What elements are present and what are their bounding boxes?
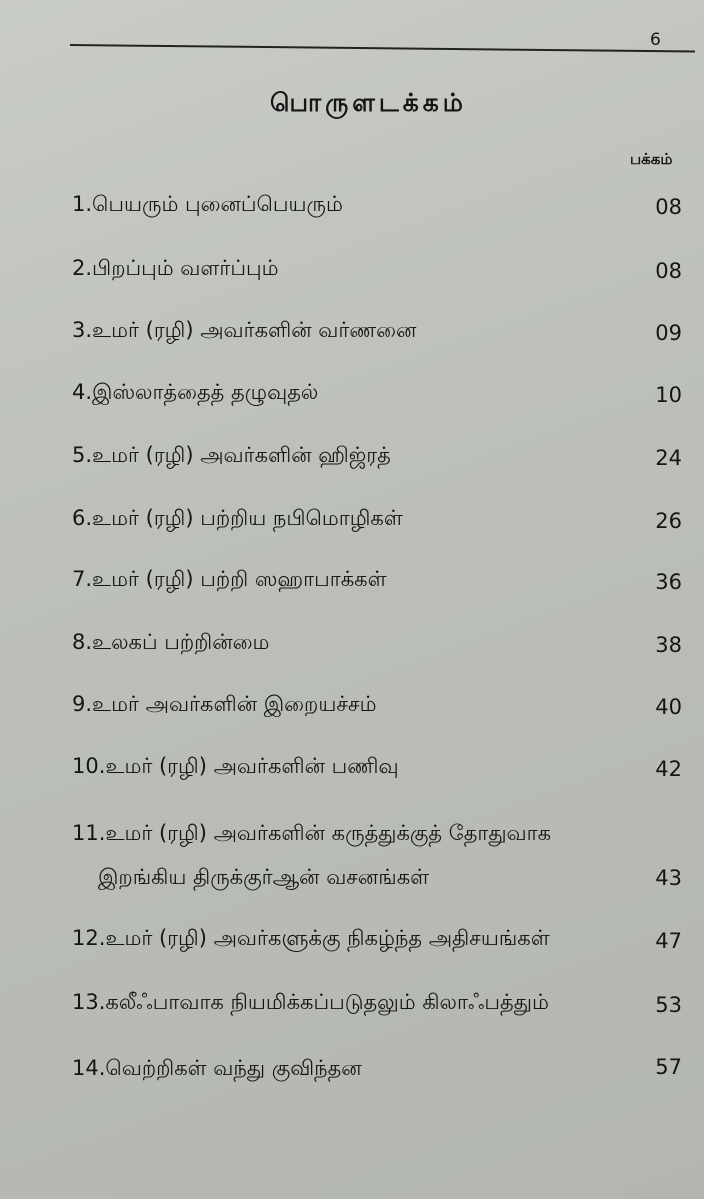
toc-entry-label: 5.உமர் (ரழி) அவர்களின் ஹிஜ்ரத் bbox=[72, 443, 391, 467]
toc-entry-label-continued: இறங்கிய திருக்குர்ஆன் வசனங்கள் bbox=[98, 865, 430, 889]
toc-entry-label: 3.உமர் (ரழி) அவர்களின் வர்ணனை bbox=[72, 318, 417, 342]
toc-entry-label: 11.உமர் (ரழி) அவர்களின் கருத்துக்குத் தோதுவாக bbox=[72, 821, 552, 845]
toc-entry-label: 10.உமர் (ரழி) அவர்களின் பணிவு bbox=[72, 754, 399, 778]
toc-entry-label: 1.பெயரும் புனைப்பெயரும் bbox=[72, 192, 343, 216]
toc-entry-page: 53 bbox=[655, 993, 682, 1017]
toc-entry-page: 08 bbox=[655, 195, 682, 219]
toc-entry-page: 47 bbox=[655, 929, 682, 953]
toc-entry-label: 12.உமர் (ரழி) அவர்களுக்கு நிகழ்ந்த அதிசயங்கள் bbox=[72, 926, 550, 950]
toc-entry-page: 36 bbox=[655, 570, 682, 594]
toc-entry-label: 13.கலீஃபாவாக நியமிக்கப்படுதலும் கிலாஃபத்தும் bbox=[72, 990, 549, 1014]
header-rule bbox=[70, 44, 695, 53]
toc-entry-label: 7.உமர் (ரழி) பற்றி ஸஹாபாக்கள் bbox=[72, 567, 387, 591]
toc-entry-page: 08 bbox=[655, 259, 682, 283]
toc-entry-page: 57 bbox=[655, 1055, 682, 1079]
toc-entry-label: 4.இஸ்லாத்தைத் தழுவுதல் bbox=[72, 380, 319, 404]
toc-entry-label: 6.உமர் (ரழி) பற்றிய நபிமொழிகள் bbox=[72, 506, 403, 530]
page-title: பொருளடக்கம் bbox=[270, 88, 467, 117]
toc-entry-page: 24 bbox=[655, 446, 682, 470]
toc-entry-page: 40 bbox=[655, 695, 682, 719]
toc-entry-page: 09 bbox=[655, 321, 682, 345]
toc-entry-page: 26 bbox=[655, 509, 682, 533]
toc-entry-label: 9.உமர் அவர்களின் இறையச்சம் bbox=[72, 692, 377, 716]
page-number: 6 bbox=[650, 30, 661, 50]
toc-entry-label: 2.பிறப்பும் வளர்ப்பும் bbox=[72, 256, 279, 280]
toc-entry-page: 10 bbox=[655, 383, 682, 407]
page-column-heading: பக்கம் bbox=[630, 150, 673, 168]
toc-entry-page: 42 bbox=[655, 757, 682, 781]
toc-entry-label: 14.வெற்றிகள் வந்து குவிந்தன bbox=[72, 1056, 362, 1080]
toc-entry-page: 43 bbox=[655, 866, 682, 890]
toc-entry-page: 38 bbox=[655, 633, 682, 657]
toc-entry-label: 8.உலகப் பற்றின்மை bbox=[72, 630, 270, 654]
